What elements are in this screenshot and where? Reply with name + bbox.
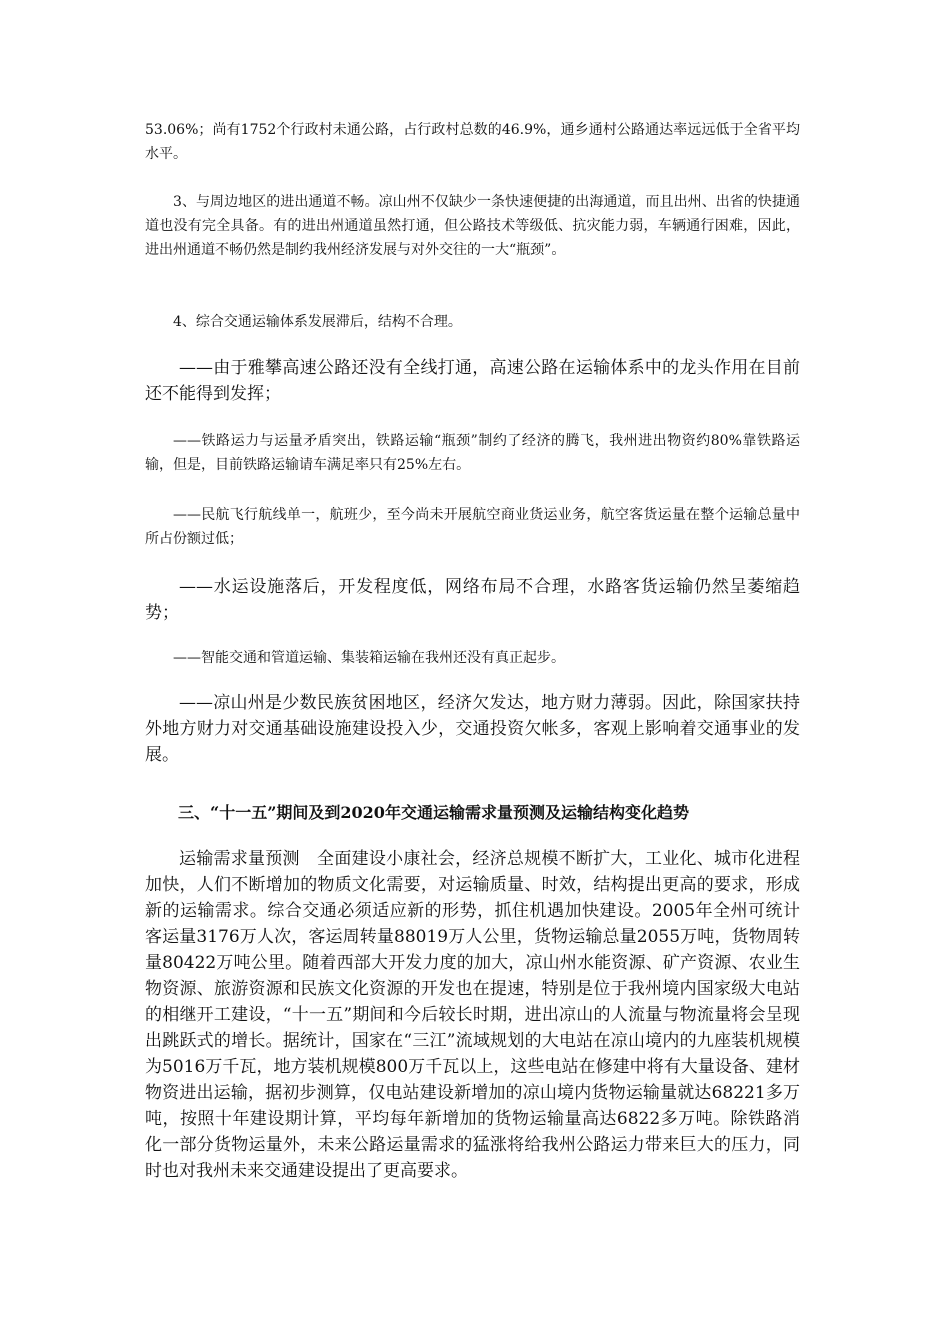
paragraph-aviation: ——民航飞行航线单一，航班少，至今尚未开展航空商业货运业务，航空客货运量在整个运输总量中所占份额过低； (145, 507, 800, 547)
paragraph-transport-system: 4、综合交通运输体系发展滞后，结构不合理。 (173, 314, 462, 330)
paragraph-expressway: ——由于雅攀高速公路还没有全线打通，高速公路在运输体系中的龙头作用在目前还不能得到发挥； (145, 358, 800, 404)
section-heading: 三、“十一五”期间及到2020年交通运输需求量预测及运输结构变化趋势 (178, 803, 689, 822)
paragraph-demand-forecast: 运输需求量预测 全面建设小康社会，经济总规模不断扩大，工业化、城市化进程加快，人们不断增加的物质文化需要，对运输质量、时效，结构提出更高的要求，形成新的运输需求。综合交通必须适应新的形势，抓住机遇加快建设。2005年全州可统计客运量3176万人次，客运周转量88019万人公里，货物运输总量2055万吨，货物周转量80422万吨公里。随着西部大开发力度的加大，凉山州水能资源、矿产资源、农业生物资源、旅游资源和民族文化资源的开发也在提速，特别是位于我州境内国家级大电站的相继开工建设，“十一五”期间和今后较长时期，进出凉山的人流量与物流量将会呈现出跳跃式的增长。据统计，国家在“三江”流域规划的大电站在凉山境内的九座装机规模为5016万千瓦，地方装机规模800万千瓦以上，这些电站在修建中将有大量设备、建材物资进出运输，据初步测算，仅电站建设新增加的凉山境内货物运输量就达68221多万吨，按照十年建设期计算，平均每年新增加的货物运输量高达6822多万吨。除铁路消化一部分货物运量外，未来公路运量需求的猛涨将给我州公路运力带来巨大的压力，同时也对我州未来交通建设提出了更高要求。 (145, 849, 800, 1181)
paragraph-poverty-region: ——凉山州是少数民族贫困地区，经济欠发达，地方财力薄弱。因此，除国家扶持外地方财力对交通基础设施建设投入少，交通投资欠帐多，客观上影响着交通事业的发展。 (145, 693, 800, 765)
paragraph-smart-transport: ——智能交通和管道运输、集装箱运输在我州还没有真正起步。 (173, 650, 565, 666)
paragraph-exit-channels: 3、与周边地区的进出通道不畅。凉山州不仅缺少一条快速便捷的出海通道，而且出州、出省的快捷通道也没有完全具备。有的进出州通道虽然打通，但公路技术等级低、抗灾能力弱，车辆通行困难，因此，进出州通道不畅仍然是制约我州经济发展与对外交往的一大“瓶颈”。 (145, 194, 800, 258)
paragraph-waterway: ——水运设施落后，开发程度低，网络布局不合理，水路客货运输仍然呈萎缩趋势； (145, 577, 800, 623)
paragraph-road-access: 53.06%；尚有1752个行政村未通公路，占行政村总数的46.9%，通乡通村公路通达率远远低于全省平均水平。 (145, 122, 800, 162)
paragraph-railway: ——铁路运力与运量矛盾突出，铁路运输“瓶颈”制约了经济的腾飞，我州进出物资约80%靠铁路运输，但是，目前铁路运输请车满足率只有25%左右。 (145, 433, 800, 473)
